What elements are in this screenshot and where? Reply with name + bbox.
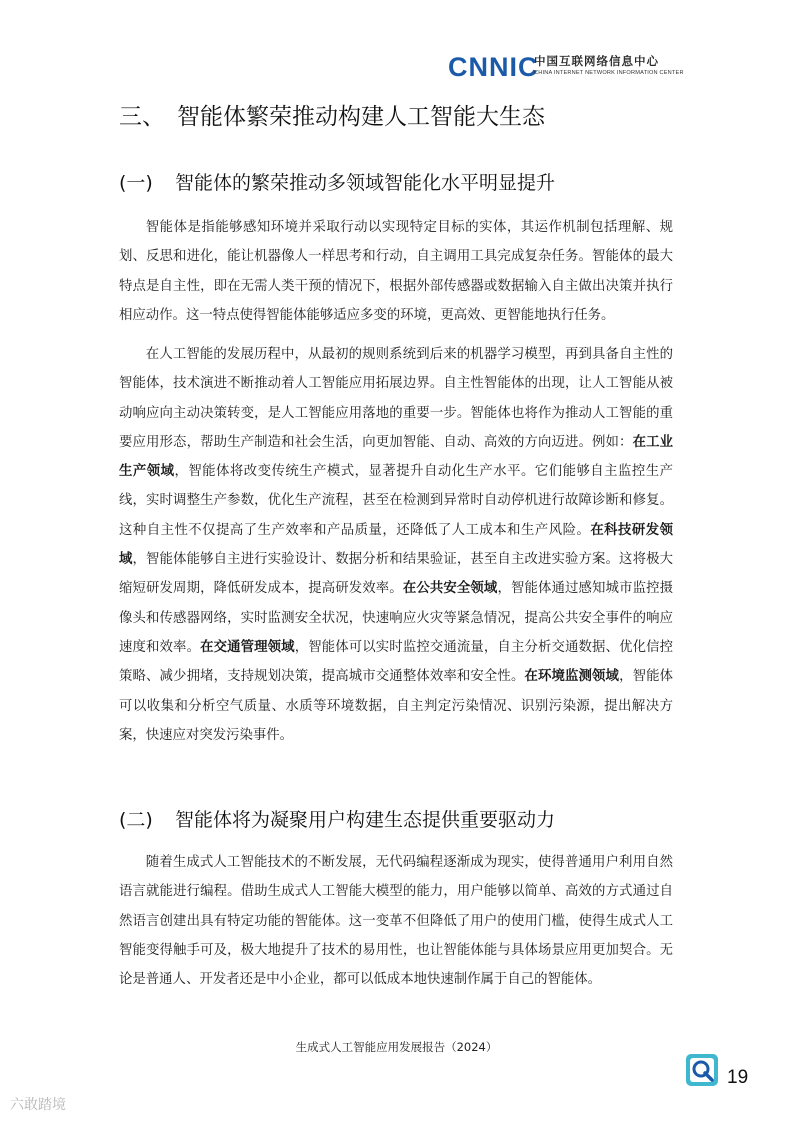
paragraph-agent-applications	[119, 340, 673, 750]
subsection-title-1: 智能体的繁荣推动多领域智能化水平明显提升	[175, 172, 556, 194]
logo-chinese-name: 中国互联网络信息中心	[534, 54, 659, 68]
subsection-number-2: (二)	[119, 809, 153, 831]
section-title: 智能体繁荣推动构建人工智能大生态	[177, 104, 545, 130]
watermark: 六敢踏境	[10, 1097, 66, 1113]
section-number: 三、	[119, 104, 165, 130]
domain-label-industry: 在工业生产领域	[119, 434, 673, 480]
domain-label-traffic: 在交通管理领域	[200, 639, 295, 655]
page-number: 19	[727, 1067, 749, 1088]
logo-english-name: CHINA INTERNET NETWORK INFORMATION CENTER	[534, 70, 684, 76]
domain-text-research: ，智能体能够自主进行实验设计、数据分析和结果验证，甚至自主改进实验方案。这将极大缩短研发周期，降低研发成本，提高研发效率。	[119, 552, 673, 597]
domain-text-traffic: ，智能体可以实时监控交通流量，自主分析交通数据、优化信控策略、减少拥堵，支持规划决策，提高城市交通整体效率和安全性。	[119, 639, 674, 685]
report-badge-icon	[684, 1052, 720, 1088]
report-title-footer: 生成式人工智能应用发展报告（2024）	[295, 1040, 498, 1054]
domain-text-industry: ，智能体将改变传统生产模式，显著提升自动化生产水平。它们能够自主监控生产线，实时调整生产参数，优化生产流程，甚至在检测到异常时自动停机进行故障诊断和修复。这种自主性不仅提高了生产效率和产品质量，还降低了人工成本和生产风险。	[119, 464, 674, 538]
cnnic-logo	[448, 52, 684, 82]
subsection-heading-1	[119, 168, 555, 195]
domain-text-public-safety: ，智能体通过感知城市监控摄像头和传感器网络，实时监测安全状况，快速响应火灾等紧急情况，提高公共安全事件的响应速度和效率。	[119, 581, 674, 655]
subsection-heading-2	[119, 805, 555, 832]
subsection-title-2: 智能体将为凝聚用户构建生态提供重要驱动力	[175, 809, 556, 831]
paragraph-agent-definition: 智能体是指能够感知环境并采取行动以实现特定目标的实体，其运作机制包括理解、规划、反思和进化，能让机器像人一样思考和行动，自主调用工具完成复杂任务。智能体的最大特点是自主性，即在无需人类干预的情况下，根据外部传感器或数据输入自主做出决策并执行相应动作。这一特点使得智能体能够适应多变的环境，更高效、更智能地执行任务。	[119, 220, 673, 323]
domain-text-environment: ，智能体可以收集和分析空气质量、水质等环境数据，自主判定污染情况、识别污染源，提出解决方案，快速应对突发污染事件。	[119, 669, 674, 743]
domain-label-research: 在科技研发领域	[119, 522, 674, 568]
domain-label-public-safety: 在公共安全领域	[402, 581, 498, 597]
paragraph-intro: 在人工智能的发展历程中，从最初的规则系统到后来的机器学习模型，再到具备自主性的智能体，技术演进不断推动着人工智能应用拓展边界。自主性智能体的出现，让人工智能从被动响应向主动决策转变，是人工智能应用落地的重要一步。智能体也将作为推动人工智能的重要应用形态，帮助生产制造和社会生活，向更加智能、自动、高效的方向迈进。例如：	[119, 347, 673, 450]
subsection-number-1: (一)	[119, 172, 153, 194]
logo-mark: CNNIC	[448, 52, 539, 82]
paragraph-user-ecosystem: 随着生成式人工智能技术的不断发展，无代码编程逐渐成为现实，使得普通用户利用自然语言就能进行编程。借助生成式人工智能大模型的能力，用户能够以简单、高效的方式通过自然语言创建出具有特定功能的智能体。这一变革不但降低了用户的使用门槛，使得生成式人工智能变得触手可及，极大地提升了技术的易用性，也让智能体能与具体场景应用更加契合。无论是普通人、开发者还是中小企业，都可以低成本地快速制作属于自己的智能体。	[119, 855, 673, 988]
section-heading	[119, 98, 545, 131]
domain-label-environment: 在环境监测领域	[524, 669, 620, 685]
